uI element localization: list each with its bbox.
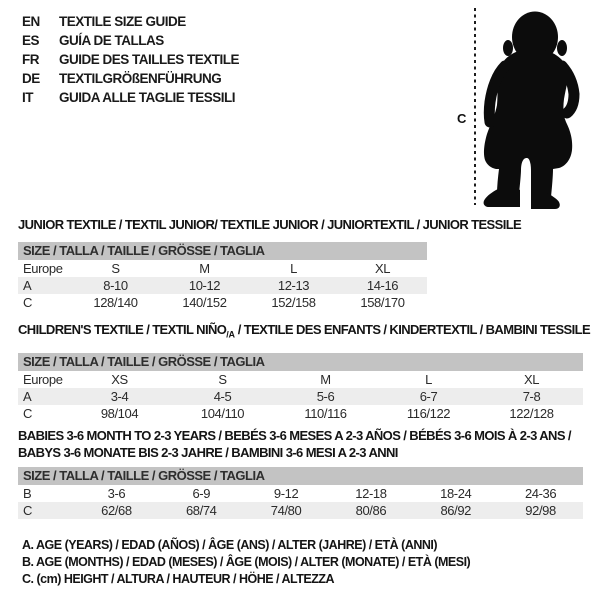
children-table-section [18,321,591,422]
row-label: C [23,405,32,421]
table-title-text: BABYS 3-6 MONATE BIS 2-3 JAHRE / BAMBINI 3-6 MESI A 2-3 ANNI [18,445,398,460]
language-label: GUIDE DES TAILLES TEXTILE [59,52,240,67]
footnote: B. AGE (MONTHS) / EDAD (MESES) / ÂGE (MOIS) / ALTER (MONATE) / ETÀ (MESI) [22,555,471,569]
baby-silhouette-icon [484,12,574,210]
table-title [18,427,583,461]
language-code: FR [22,52,39,67]
table-rows [18,371,583,422]
table-title-text: BABIES 3-6 MONTH TO 2-3 YEARS / BEBÉS 3-6 MESES A 2-3 AÑOS / BÉBÉS 3-6 MOIS À 2-3 ANS / [18,428,571,443]
table-row [18,502,583,519]
row-label: C [23,503,32,518]
table-cell: M [320,371,331,387]
table-row [18,388,583,405]
table-title [18,216,522,233]
table-title-line [18,216,522,233]
table-row [18,405,583,422]
table-rows [18,485,583,519]
table-title-line [18,444,583,461]
height-measure-figure [450,4,600,216]
table-cell: 18-24 [440,486,472,501]
footnote: A. AGE (YEARS) / EDAD (AÑOS) / ÂGE (ANS) / ALTER (JAHRE) / ETÀ (ANNI) [22,538,438,552]
row-label: Europe [23,371,63,387]
table-cell: 104/110 [200,405,245,421]
table-cell: 7-8 [522,388,541,404]
table-cell: 116/122 [406,405,451,421]
table-rows [18,260,427,311]
row-label: B [23,486,32,501]
table-cell: XL [374,261,391,276]
language-code: ES [22,33,40,48]
table-row [18,277,427,294]
size-header-bar: SIZE / TALLA / TAILLE / GRÖSSE / TAGLIA [18,353,583,371]
table-cell: 92/98 [525,503,556,518]
table-cell: 86/92 [440,503,472,518]
table-cell: 80/86 [355,503,387,518]
table-cell: 140/152 [182,295,227,310]
language-code: DE [22,71,40,86]
measure-label-c: C [457,111,467,126]
table-cell: XS [111,371,128,387]
table-title-text: JUNIOR TEXTILE / TEXTIL JUNIOR/ TEXTILE JUNIOR / JUNIORTEXTIL / JUNIOR TESSILE [18,217,522,232]
table-cell: 3-4 [110,388,129,404]
table-cell: 4-5 [213,388,232,404]
table-cell: 12-13 [277,278,310,293]
table-cell: 110/116 [304,405,347,421]
table-cell: 98/104 [100,405,139,421]
table-cell: 6-9 [192,486,211,501]
table-cell: 8-10 [103,278,128,293]
table-title-line [18,427,583,444]
language-row [22,69,239,88]
language-row [22,88,239,107]
table-cell: 3-6 [107,486,126,501]
language-label: TEXTILGRÖßENFÜHRUNG [59,71,222,86]
table-cell: 74/80 [270,503,302,518]
language-code: IT [22,90,33,105]
junior-table-section [18,216,522,311]
language-header [22,12,239,107]
table-cell: M [199,261,210,276]
table-cell: 14-16 [366,278,399,293]
table-cell: S [218,371,227,387]
table-cell: 5-6 [316,388,335,404]
language-row [22,31,239,50]
table-cell: 6-7 [419,388,438,404]
table-cell: 68/74 [185,503,217,518]
footnotes [22,537,470,588]
table-cell: 122/128 [509,405,554,421]
language-row [22,50,239,69]
table-row [18,294,427,311]
language-row [22,12,239,31]
table-row [18,371,583,388]
table-cell: 152/158 [271,295,316,310]
table-row [18,260,427,277]
row-label: A [23,278,32,293]
language-label: GUIDA ALLE TAGLIE TESSILI [59,90,235,105]
table-cell: XL [523,371,540,387]
table-cell: L [290,261,297,276]
language-label: TEXTILE SIZE GUIDE [59,14,186,29]
table-row [18,485,583,502]
table-cell: 158/170 [360,295,405,310]
footnote: C. (cm) HEIGHT / ALTURA / HAUTEUR / HÖHE / ALTEZZA [22,572,335,586]
table-cell: 128/140 [93,295,138,310]
table-cell: L [425,371,432,387]
row-label: A [23,388,32,404]
table-cell: 24-36 [524,486,557,501]
size-header-bar: SIZE / TALLA / TAILLE / GRÖSSE / TAGLIA [18,467,583,485]
table-cell: 12-18 [355,486,387,501]
row-label: Europe [23,261,63,276]
table-title-text: CHILDREN'S TEXTILE / TEXTIL NIÑO [18,322,227,337]
table-title-line [18,321,591,344]
table-cell: 10-12 [188,278,221,293]
table-title-text: /A [226,329,235,340]
table-cell: S [111,261,120,276]
table-cell: 62/68 [101,503,132,518]
babies-table-section [18,427,583,519]
table-title-text: / TEXTILE DES ENFANTS / KINDERTEXTIL / BAMBINI TESSILE [234,322,591,337]
table-cell: 9-12 [273,486,299,501]
row-label: C [23,295,32,310]
table-title [18,321,591,344]
language-label: GUÍA DE TALLAS [59,33,164,48]
language-code: EN [22,14,40,29]
size-header-bar: SIZE / TALLA / TAILLE / GRÖSSE / TAGLIA [18,242,427,260]
